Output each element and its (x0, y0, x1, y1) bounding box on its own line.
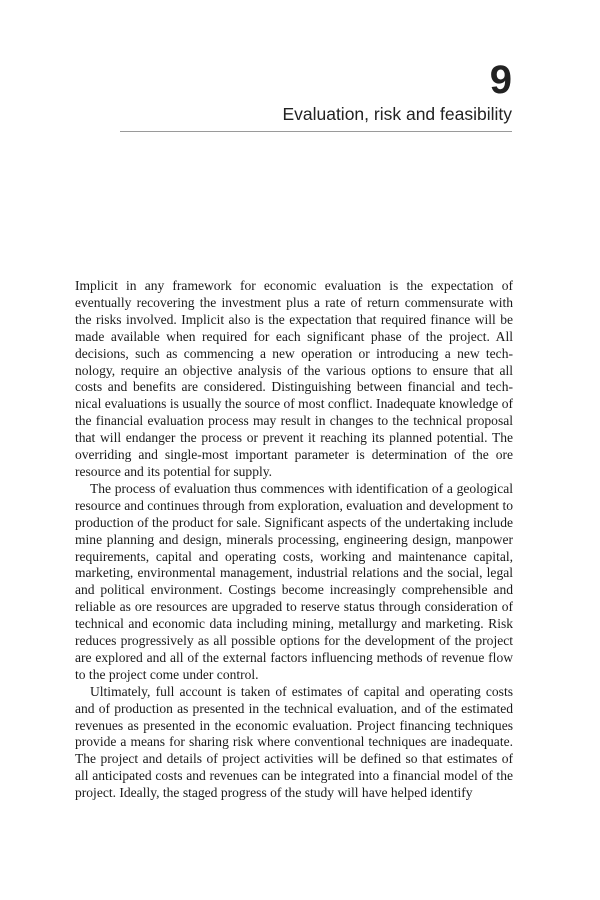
paragraph-3: Ultimately, full account is taken of estimates of capital and operating costs and of production as presented in the technical evaluation, and of the estimated revenues as presented in the economic evaluation. Project financing techniques provide a means for sharing risk where conventional techniques are inadequate. The project and details of project activities will be defined so that estimates of all anticipated costs and revenues can be integrated into a financial model of the project. Ideally, the staged progress of the study will have helped identify (75, 683, 513, 801)
paragraph-1: Implicit in any framework for economic evaluation is the expectation of eventually recovering the investment plus a rate of return commensurate with the risks involved. Implicit also is the expectation that required finance will be made available when required for each significant phase of the project. All decisions, such as commencing a new operation or introducing a new technology, require an objective analysis of the various options to ensure that all costs and benefits are considered. Distinguishing between financial and technical evaluations is usually the source of most conflict. Inadequate knowledge of the financial evaluation process may result in changes to the technical proposal that will endanger the process or prevent it reaching its planned potential. The overriding and single-most important parameter is determination of the ore resource and its potential for supply. (75, 278, 513, 479)
paragraph-2: The process of evaluation thus commences with identification of a geological resource and continues through from exploration, evaluation and development to production of the product for sale. Significant aspects of the undertaking include mine planning and design, minerals processing, engineering design, manpower requirements, capital and operating costs, working and maintenance capital, marketing, environmental management, industrial relations and the social, legal and political environment. Costings become increasingly comprehensible and reliable as ore resources are upgraded to reserve status through consideration of technical and economic data including mining, metallurgy and marketing. Risk reduces progressively as all possible options for the development of the project are explored and all of the external factors influencing methods of revenue flow to the project come under control. (75, 480, 513, 682)
body-text (75, 278, 513, 802)
title-divider (120, 131, 512, 132)
chapter-title: Evaluation, risk and feasibility (282, 104, 512, 124)
chapter-number: 9 (489, 58, 512, 102)
